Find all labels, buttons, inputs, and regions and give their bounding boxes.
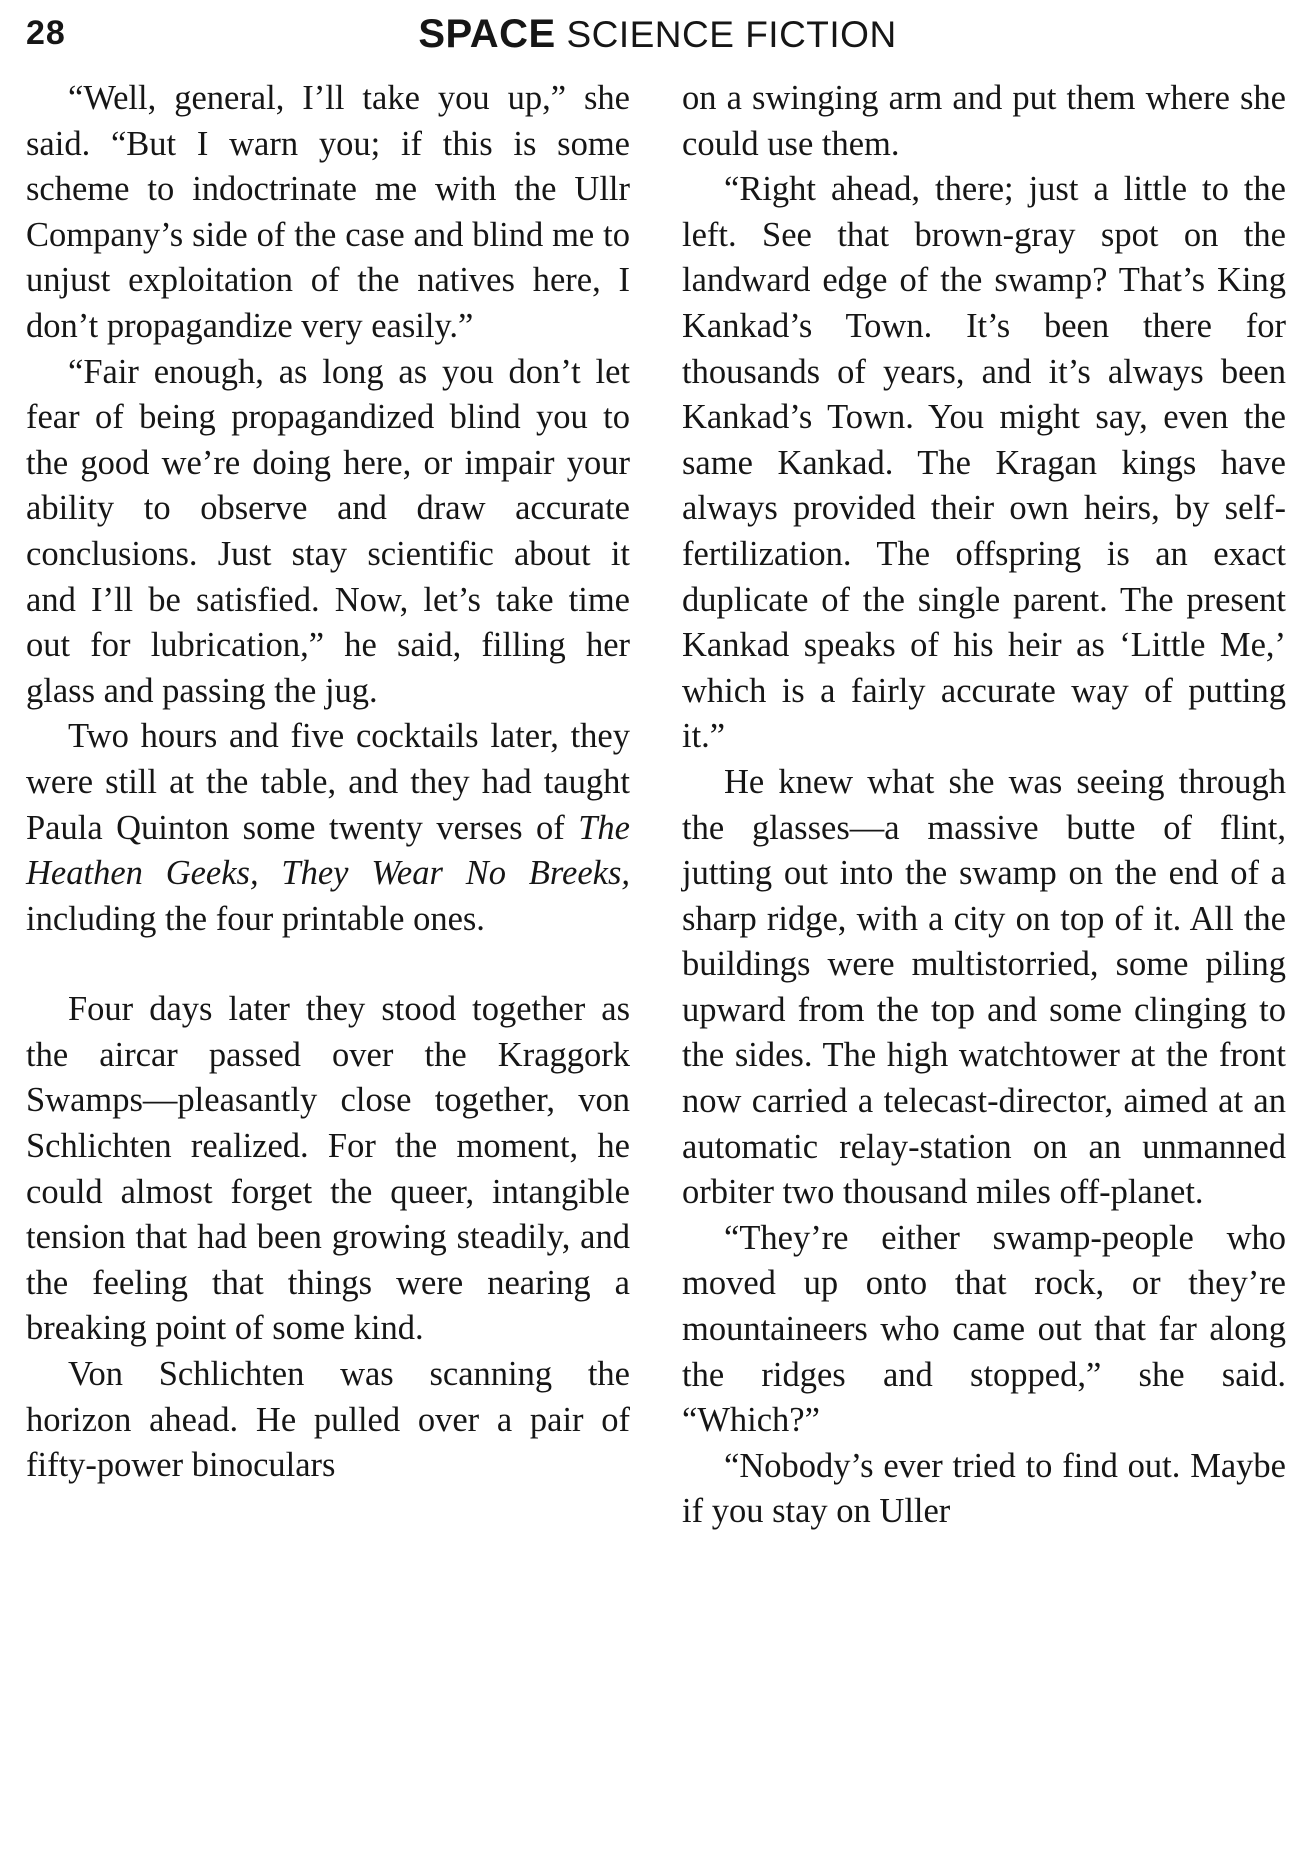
section-break <box>26 942 630 987</box>
paragraph-text: including the four printable ones. <box>26 899 485 938</box>
paragraph-text: Two hours and five cocktails later, they were still at the table, and they had taught Paula Quinton some twenty verses of <box>26 717 630 847</box>
page-header <box>26 10 1289 58</box>
left-column <box>26 76 630 1489</box>
right-column <box>682 76 1286 1535</box>
running-head <box>26 12 1289 57</box>
page-number: 28 <box>26 14 66 52</box>
paragraph: “They’re either swamp-people who moved up onto that rock, or they’re mountaineers who came out that far along the ridges and stopped,” she said. “Which?” <box>682 1218 1286 1440</box>
paragraph: Four days later they stood together as the aircar passed over the Kraggork Swamps—pleasantly close together, von Schlichten realized. For the moment, he could almost forget the queer, intangible tension that had been growing steadily, and the feeling that things were nearing a breaking point of some kind. <box>26 990 630 1348</box>
paragraph <box>26 714 630 942</box>
paragraph: “Well, general, I’ll take you up,” she said. “But I warn you; if this is some scheme to indoctrinate me with the Ullr Company’s side of the case and blind me to unjust exploitation of the natives here, I don’t propagandize very easily.” <box>26 79 630 345</box>
paragraph-continued: on a swinging arm and put them where she could use them. <box>682 79 1286 163</box>
magazine-title-rest: SCIENCE FICTION <box>566 14 897 55</box>
paragraph: He knew what she was seeing through the glasses—a massive butte of flint, jutting out into the swamp on the end of a sharp ridge, with a city on top of it. All the buildings were multistorried, some piling upward from the top and some clinging to the sides. The high watchtower at the front now carried a telecast-director, aimed at an automatic relay-station on an unmanned orbiter two thousand miles off-planet. <box>682 762 1286 1212</box>
paragraph: “Right ahead, there; just a little to the left. See that brown-gray spot on the landward edge of the swamp? That’s King Kankad’s Town. It’s been there for thousands of years, and it’s always been Kankad’s Town. You might say, even the same Kankad. The Kragan kings have always provided their own heirs, by self-fertilization. The offspring is an exact duplicate of the single parent. The present Kankad speaks of his heir as ‘Little Me,’ which is a fairly accurate way of putting it.” <box>682 170 1286 756</box>
paragraph: “Fair enough, as long as you don’t let fear of being propagandized blind you to the good we’re doing here, or impair your ability to observe and draw accurate conclusions. Just stay scientific about it and I’ll be satisfied. Now, let’s take time out for lubrication,” he said, filling her glass and passing the jug. <box>26 352 630 710</box>
magazine-title-bold: SPACE <box>418 12 556 56</box>
song-title: The Heathen Geeks, They Wear No Breeks, <box>26 808 630 893</box>
paragraph: Von Schlichten was scanning the horizon ahead. He pulled over a pair of fifty-power binoculars <box>26 1355 630 1485</box>
paragraph: “Nobody’s ever tried to find out. Maybe if you stay on Uller <box>682 1446 1286 1531</box>
